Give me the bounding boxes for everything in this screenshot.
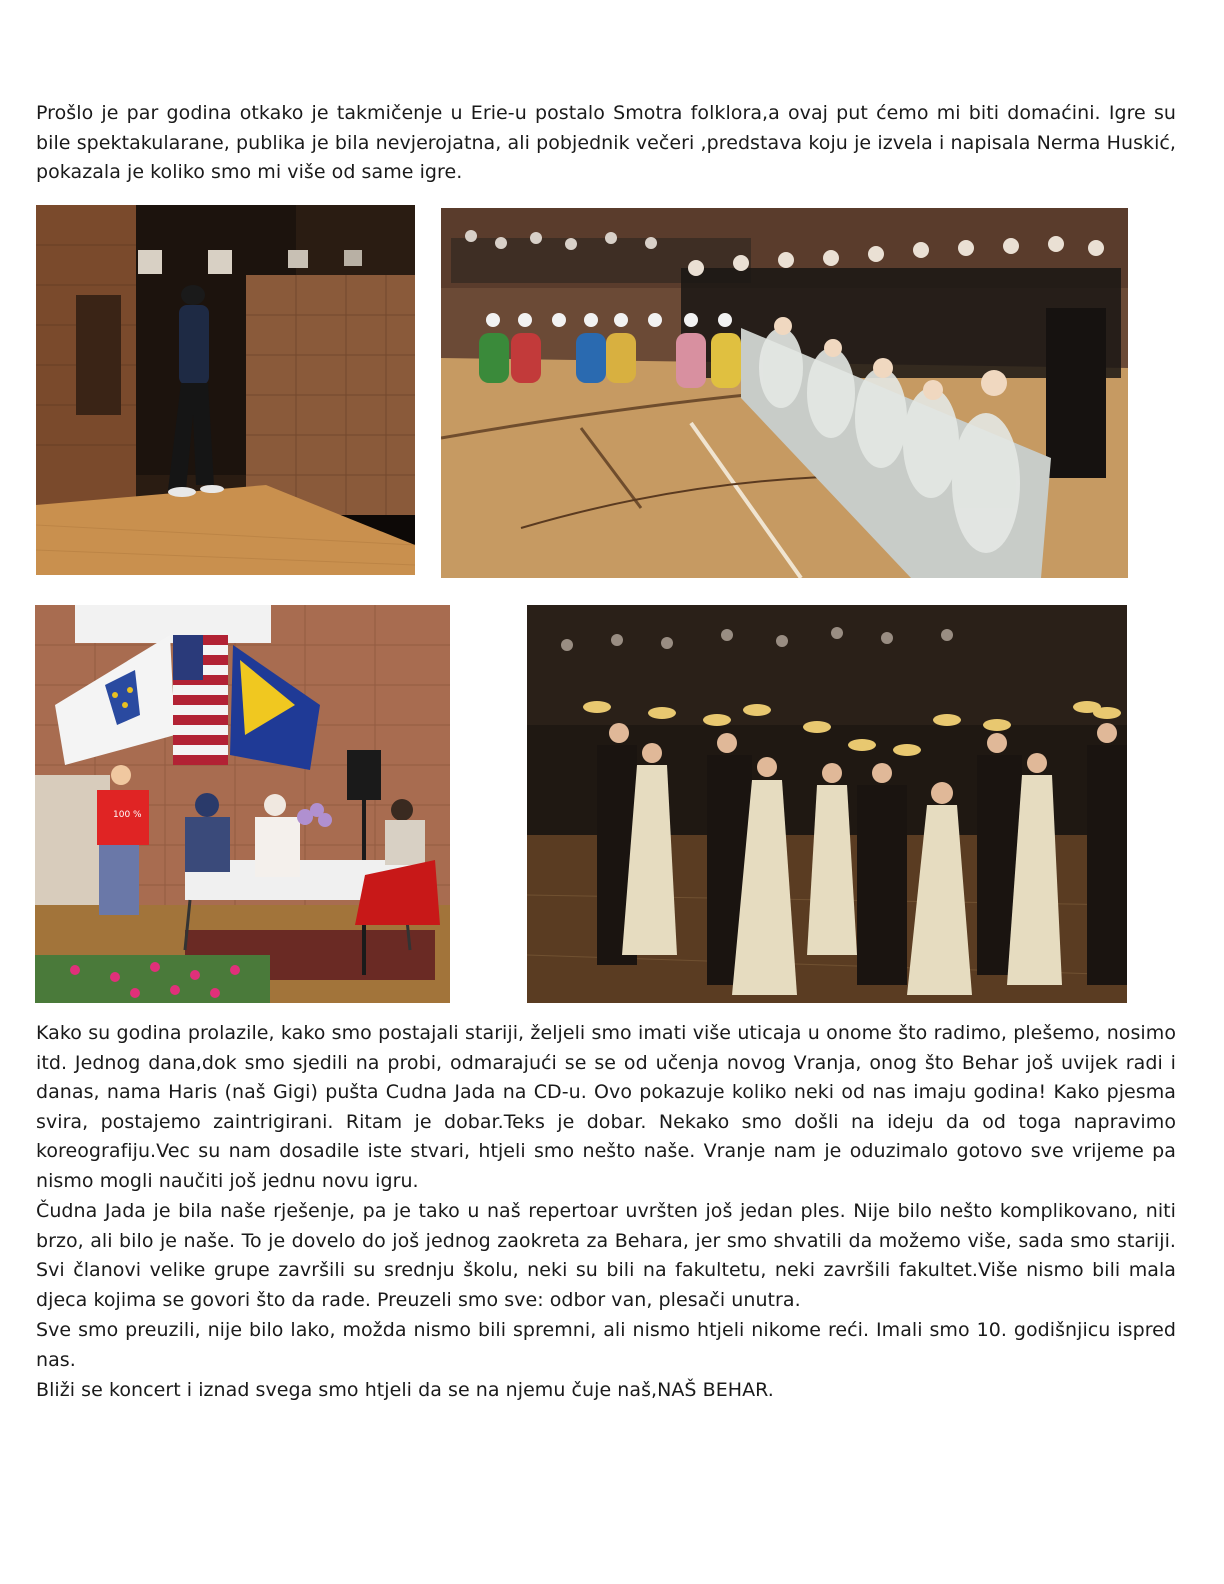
body-paragraph-2: Čudna Jada je bila naše rješenje, pa je tako u naš repertoar uvršten još jedan ples. Nije bilo nešto komplikovano, niti brzo, ali bilo je naše. To je dovelo do još jednog zaokreta za Behara, jer smo shvatili da možemo više, sada smo stariji. Svi članovi velike grupe završili su srednju školu, neki su bili na fakultetu, neki završili fakultet.Više nismo bili mala djeca kojima se govori što da rade. Preuzeli smo sve: odbor van, plesači unutra. xyxy=(36,1200,1176,1311)
shirt-text: 100 % xyxy=(113,810,142,820)
us-flag xyxy=(173,635,228,765)
body-paragraph-3: Sve smo preuzili, nije bilo lako, možda nismo bili spremni, ali nismo htjeli nikome reći. Imali smo 10. godišnjicu ispred nas. xyxy=(36,1319,1176,1371)
flower-bed xyxy=(35,955,270,1003)
photo-dance-group-lineup xyxy=(441,208,1128,578)
photo-stage-play xyxy=(35,605,450,1003)
photo-solo-performer xyxy=(36,205,415,575)
body-paragraph-4: Bliži se koncert i iznad svega smo htjeli da se na njemu čuje naš,NAŠ BEHAR. xyxy=(36,1379,774,1401)
body-paragraph-1: Kako su godina prolazile, kako smo postajali stariji, željeli smo imati više uticaja u onome što radimo, plešemo, nosimo itd. Jednog dana,dok smo sjedili na probi, odmarajući se se od učenja novog Vranja, onog što Behar još uvijek radi i danas, nama Haris (naš Gigi) pušta Cudna Jada na CD-u. Ovo pokazuje koliko neki od nas imaju godina! Kako pjesma svira, postajemo zaintrigirani. Ritam je dobar.Teks je dobar. Nekako smo došli na ideju da od toga napravimo koreografiju.Vec su nam dosadile iste stvari, htjeli smo nešto naše. Vranje nam je oduzimalo gotovo sve vrijeme pa nismo mogli naučiti još jednu novu igru. xyxy=(36,1022,1176,1192)
intro-paragraph: Prošlo je par godina otkako je takmičenje u Erie-u postalo Smotra folklora,a ovaj put ćemo mi biti domaćini. Igre su bile spektakularane, publika je bila nevjerojatna, ali pobjednik večeri ,predstava koju je izvela i napisala Nerma Huskić, pokazala je koliko smo mi više od same igre. xyxy=(36,102,1176,184)
photo-dancers-performing xyxy=(527,605,1127,1003)
